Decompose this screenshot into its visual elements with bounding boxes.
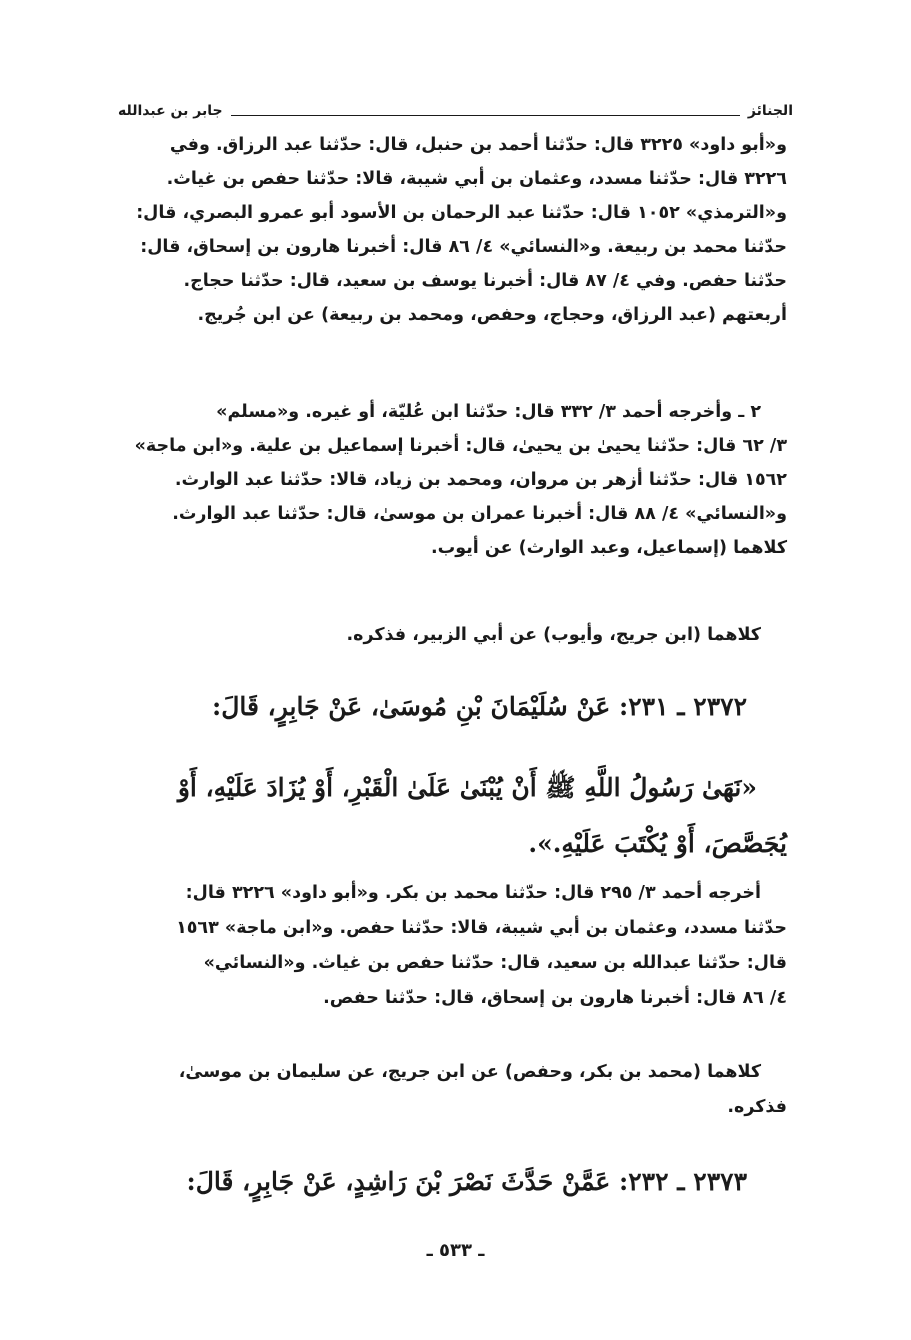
summary-paragraph-1	[124, 618, 787, 652]
hadith-line: «نَهَىٰ رَسُولُ اللَّهِ ﷺ أَنْ يُبْنَىٰ عَلَىٰ الْقَبْرِ، أَوْ يُزَادَ عَلَيْهِ، أَوْ	[177, 773, 757, 802]
hadith-line: يُجَصَّصَ، أَوْ يُكْتَبَ عَلَيْهِ.».	[528, 829, 787, 858]
text-line: و«أبو داود» ٣٢٢٥ قال: حدّثنا أحمد بن حنبل، قال: حدّثنا عبد الرزاق. وفي	[169, 135, 787, 155]
text-line: ٤/ ٨٦ قال: أخبرنا هارون بن إسحاق، قال: حدّثنا حفص.	[323, 988, 787, 1008]
hadith-heading-2372	[124, 685, 787, 729]
text-line: فذكره.	[727, 1097, 787, 1117]
summary-paragraph-2	[124, 1055, 787, 1125]
takhrij-paragraph-1	[124, 128, 787, 332]
text-line: أخرجه أحمد ٣/ ٢٩٥ قال: حدّثنا محمد بن بكر. و«أبو داود» ٣٢٢٦ قال:	[185, 883, 761, 903]
header-narrator: جابر بن عبدالله	[118, 103, 223, 119]
text-line: كلاهما (إسماعيل، وعبد الوارث) عن أيوب.	[431, 538, 787, 558]
text-line: ٢ ـ وأخرجه أحمد ٣/ ٣٣٢ قال: حدّثنا ابن عُليّة، أو غيره. و«مسلم»	[216, 402, 761, 422]
text-line: حدّثنا مسدد، وعثمان بن أبي شيبة، قالا: حدّثنا حفص. و«ابن ماجة» ١٥٦٣	[176, 918, 787, 938]
text-line: ٣/ ٦٢ قال: حدّثنا يحيىٰ بن يحيىٰ، قال: أخبرنا إسماعيل بن علية. و«ابن ماجة»	[134, 436, 787, 456]
takhrij-paragraph-3	[124, 876, 787, 1016]
header-rule	[231, 115, 740, 116]
text-line: حدّثنا محمد بن ربيعة. و«النسائي» ٤/ ٨٦ قال: أخبرنا هارون بن إسحاق، قال:	[140, 237, 787, 257]
page-number: ـ ٥٣٣ ـ	[426, 1240, 485, 1261]
takhrij-paragraph-2	[124, 395, 787, 565]
text-line: و«الترمذي» ١٠٥٢ قال: حدّثنا عبد الرحمان بن الأسود أبو عمرو البصري، قال:	[136, 203, 787, 223]
header-chapter: الجنائز	[747, 103, 793, 119]
text-line: و«النسائي» ٤/ ٨٨ قال: أخبرنا عمران بن موسىٰ، قال: حدّثنا عبد الوارث.	[172, 504, 787, 524]
text-line: أربعتهم (عبد الرزاق، وحجاج، وحفص، ومحمد بن ربيعة) عن ابن جُريج.	[197, 305, 787, 325]
text-line: حدّثنا حفص. وفي ٤/ ٨٧ قال: أخبرنا يوسف بن سعيد، قال: حدّثنا حجاج.	[183, 271, 787, 291]
text-line: كلاهما (ابن جريج، وأيوب) عن أبي الزبير، فذكره.	[346, 625, 761, 645]
running-header	[118, 98, 793, 120]
hadith-heading-2373	[124, 1160, 787, 1204]
hadith-text-2372	[124, 760, 787, 872]
hadith-title: ٢٣٧٣ ـ ٢٣٢: عَمَّنْ حَدَّثَ نَصْرَ بْنَ رَاشِدٍ، عَنْ جَابِرٍ، قَالَ:	[186, 1167, 747, 1196]
text-line: ٣٢٢٦ قال: حدّثنا مسدد، وعثمان بن أبي شيبة، قالا: حدّثنا حفص بن غياث.	[166, 169, 787, 189]
hadith-title: ٢٣٧٢ ـ ٢٣١: عَنْ سُلَيْمَانَ بْنِ مُوسَىٰ، عَنْ جَابِرٍ، قَالَ:	[212, 692, 747, 721]
text-line: ١٥٦٢ قال: حدّثنا أزهر بن مروان، ومحمد بن زياد، قالا: حدّثنا عبد الوارث.	[174, 470, 787, 490]
text-line: كلاهما (محمد بن بكر، وحفص) عن ابن جريج، عن سليمان بن موسىٰ،	[178, 1062, 761, 1082]
text-line: قال: حدّثنا عبدالله بن سعيد، قال: حدّثنا حفص بن غياث. و«النسائي»	[203, 953, 787, 973]
